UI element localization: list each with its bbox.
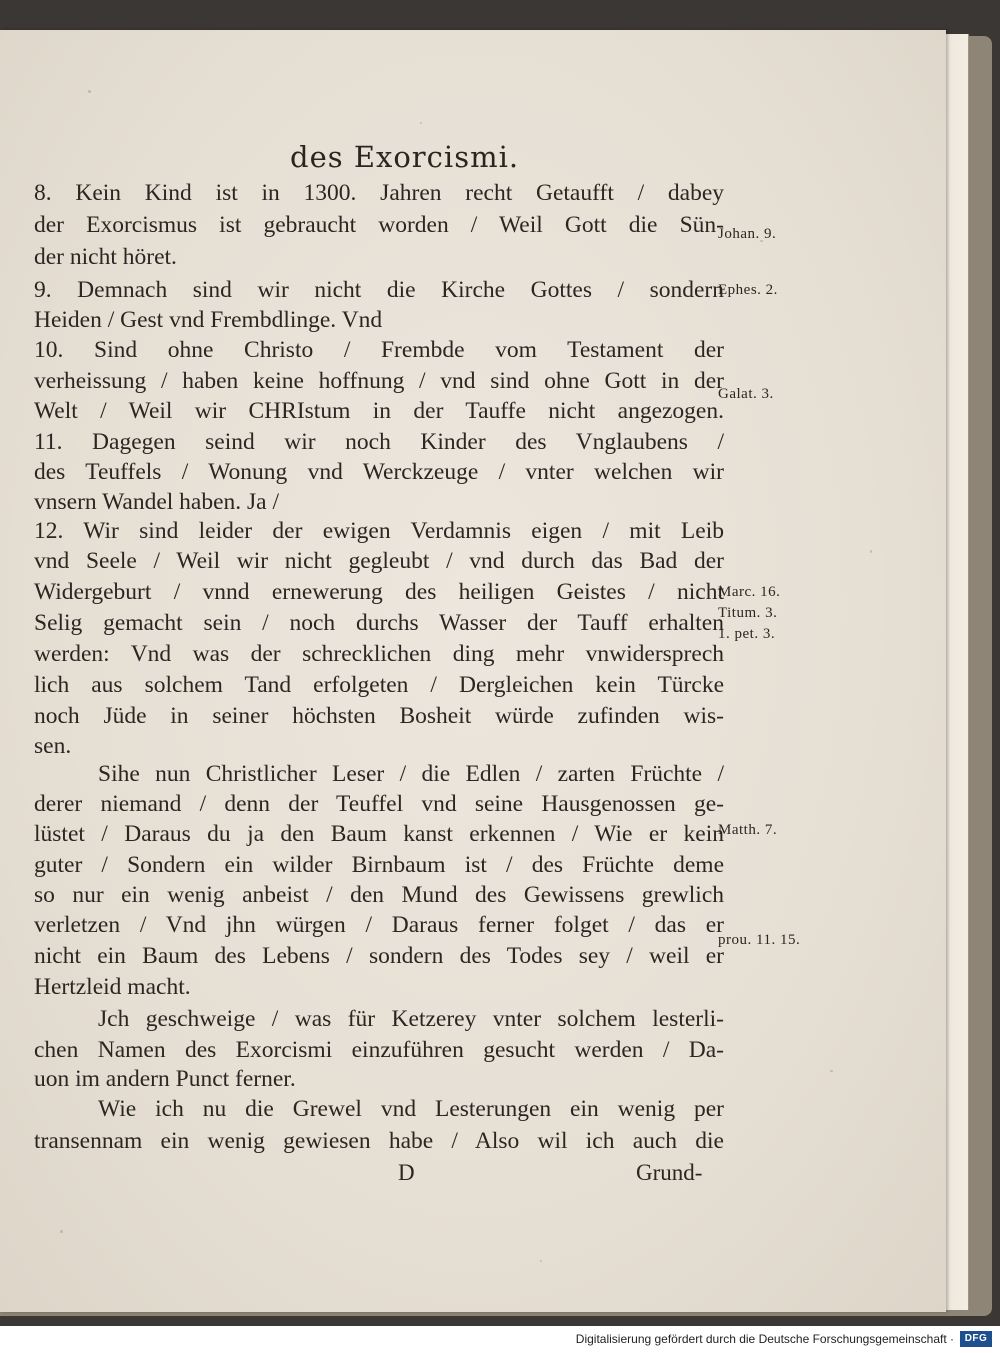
footer-bar: [0, 1326, 1000, 1354]
paper-speck: [88, 90, 91, 93]
paper-speck: [60, 1230, 63, 1233]
text-line: 12. Wir sind leider der ewigen Verdamnis eigen / mit Leib: [34, 518, 724, 544]
funding-credit: Digitalisierung gefördert durch die Deutsche Forschungsgemeinschaft ·: [575, 1332, 954, 1346]
margin-note: Marc. 16.: [718, 584, 781, 600]
text-line: nicht ein Baum des Lebens / sondern des Todes sey / weil er: [34, 943, 724, 969]
text-line: uon im andern Punct ferner.: [34, 1066, 296, 1092]
text-line: vnd Seele / Weil wir nicht gegleubt / vnd durch das Bad der: [34, 548, 724, 574]
text-line: derer niemand / denn der Teuffel vnd seine Hausgenossen ge-: [34, 791, 724, 817]
margin-note: Titum. 3.: [718, 605, 778, 621]
catchword: Grund-: [636, 1160, 703, 1185]
paper-speck: [540, 1260, 542, 1262]
text-line: 10. Sind ohne Christo / Frembde vom Testament der: [34, 337, 724, 363]
margin-note: 1. pet. 3.: [718, 626, 776, 642]
text-line: der nicht höret.: [34, 244, 177, 270]
text-line: so nur ein wenig anbeist / den Mund des Gewissens grewlich: [34, 882, 724, 908]
text-line: Selig gemacht sein / noch durchs Wasser der Tauff erhalten: [34, 610, 724, 636]
text-line: verheissung / haben keine hoffnung / vnd sind ohne Gott in der: [34, 368, 724, 394]
margin-note: Matth. 7.: [718, 822, 778, 838]
text-line: lüstet / Daraus du ja den Baum kanst erkennen / Wie er kein: [34, 821, 724, 847]
text-line: sen.: [34, 733, 72, 759]
margin-note: Galat. 3.: [718, 386, 774, 402]
margin-note: Ephes. 2.: [718, 282, 778, 298]
text-line: Jch geschweige / was für Ketzerey vnter solchem lesterli-: [98, 1006, 724, 1032]
running-head: des Exorcismi.: [290, 140, 520, 174]
text-line: verletzen / Vnd jhn würgen / Daraus ferner folget / das er: [34, 912, 724, 938]
text-line: Wie ich nu die Grewel vnd Lesterungen ein wenig per: [98, 1096, 724, 1122]
text-line: des Teuffels / Wonung vnd Werckzeuge / vnter welchen wir: [34, 459, 724, 485]
text-line: 9. Demnach sind wir nicht die Kirche Gottes / sondern: [34, 277, 724, 303]
text-line: 8. Kein Kind ist in 1300. Jahren recht Getaufft / dabey: [34, 180, 724, 206]
paper-speck: [420, 122, 422, 124]
paper-speck: [830, 1070, 833, 1072]
signature-mark: D: [398, 1160, 415, 1185]
text-line: Sihe nun Christlicher Leser / die Edlen / zarten Früchte /: [98, 761, 724, 787]
text-line: noch Jüde in seiner höchsten Bosheit würde zufinden wis-: [34, 703, 724, 729]
text-line: werden: Vnd was der schrecklichen ding mehr vnwidersprech: [34, 641, 724, 667]
text-line: guter / Sondern ein wilder Birnbaum ist / des Früchte deme: [34, 852, 724, 878]
text-line: vnsern Wandel haben. Ja /: [34, 489, 280, 515]
text-line: transennam ein wenig gewiesen habe / Also wil ich auch die: [34, 1128, 724, 1154]
text-line: Welt / Weil wir CHRIstum in der Tauffe nicht angezogen.: [34, 398, 724, 424]
paper-speck: [870, 550, 872, 553]
margin-note: prou. 11. 15.: [718, 932, 801, 948]
text-line: chen Namen des Exorcismi einzuführen gesucht werden / Da-: [34, 1037, 724, 1063]
margin-note: Johan. 9.: [718, 226, 777, 242]
text-line: 11. Dagegen seind wir noch Kinder des Vnglaubens /: [34, 429, 724, 455]
text-line: Heiden / Gest vnd Frembdlinge. Vnd: [34, 307, 383, 333]
text-line: der Exorcismus ist gebraucht worden / Weil Gott die Sün-: [34, 212, 724, 238]
text-line: Hertzleid macht.: [34, 974, 191, 1000]
dfg-logo: DFG: [960, 1331, 992, 1347]
text-line: lich aus solchem Tand erfolgeten / Dergleichen kein Türcke: [34, 672, 724, 698]
text-line: Widergeburt / vnnd ernewerung des heiligen Geistes / nicht: [34, 579, 724, 605]
